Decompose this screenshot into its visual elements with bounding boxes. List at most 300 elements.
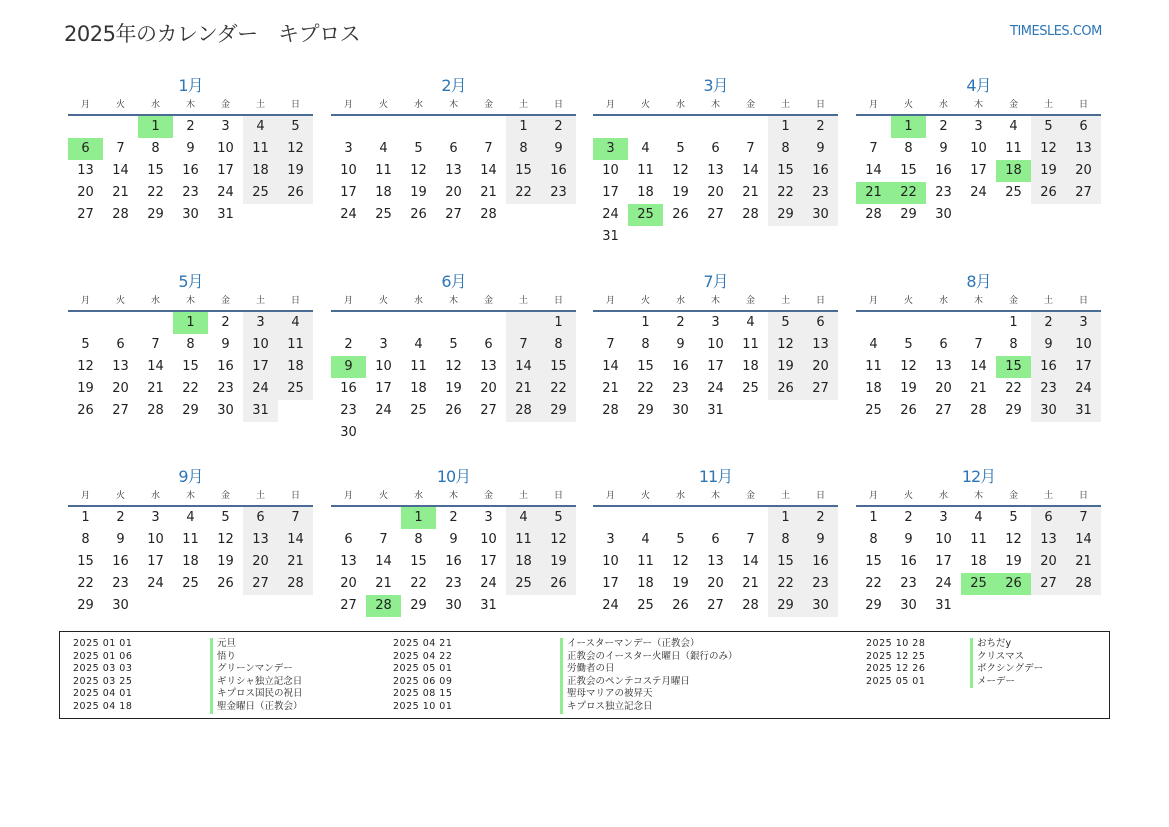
day-cell: 6 <box>1066 116 1101 138</box>
day-cell: 1 <box>641 315 650 330</box>
day-cell: 16 <box>445 554 462 569</box>
day-cell: 4 <box>278 312 313 334</box>
day-cell: 3 <box>939 510 948 525</box>
weekday-label: 木 <box>185 491 195 501</box>
weekday-label: 土 <box>1043 491 1053 501</box>
empty-cell <box>663 116 698 138</box>
day-grid <box>331 312 576 444</box>
empty-cell <box>506 312 541 334</box>
day-cell: 11 <box>182 532 199 547</box>
day-cell: 13 <box>935 359 952 374</box>
weekday-label: 月 <box>868 100 878 110</box>
day-cell: 14 <box>112 163 129 178</box>
holiday-day: 21 <box>856 182 891 204</box>
day-cell: 4 <box>186 510 195 525</box>
day-cell: 12 <box>768 334 803 356</box>
day-cell: 25 <box>506 573 541 595</box>
day-cell: 22 <box>182 381 199 396</box>
day-cell: 9 <box>186 141 195 156</box>
weekday-label: 土 <box>780 296 790 306</box>
day-cell: 11 <box>742 337 759 352</box>
day-cell: 19 <box>278 160 313 182</box>
day-cell: 6 <box>939 337 948 352</box>
day-cell: 29 <box>410 598 427 613</box>
day-cell: 28 <box>506 400 541 422</box>
weekday-label: 土 <box>780 491 790 501</box>
weekday-label: 日 <box>815 296 825 306</box>
day-cell: 31 <box>935 598 952 613</box>
day-cell: 19 <box>672 576 689 591</box>
day-cell: 17 <box>340 185 357 200</box>
day-cell: 11 <box>970 532 987 547</box>
month-6 <box>331 270 576 444</box>
day-cell: 7 <box>869 141 878 156</box>
day-cell: 20 <box>243 551 278 573</box>
empty-cell <box>891 312 926 334</box>
weekday-label: 火 <box>903 100 913 110</box>
holiday-day: 28 <box>366 595 401 617</box>
holiday-day: 6 <box>68 138 103 160</box>
day-cell: 17 <box>970 163 987 178</box>
day-cell: 19 <box>900 381 917 396</box>
day-cell: 28 <box>1066 573 1101 595</box>
empty-cell <box>593 507 628 529</box>
holiday-day: 9 <box>331 356 366 378</box>
day-cell: 7 <box>974 337 983 352</box>
empty-cell <box>593 312 628 334</box>
day-cell: 10 <box>970 141 987 156</box>
day-cell: 4 <box>379 141 388 156</box>
empty-cell <box>103 312 138 334</box>
day-cell: 11 <box>278 334 313 356</box>
holiday-date: 2025 03 25 <box>73 675 133 687</box>
weekday-label: 土 <box>255 100 265 110</box>
empty-cell <box>436 312 471 334</box>
day-cell: 19 <box>541 551 576 573</box>
day-cell: 16 <box>541 160 576 182</box>
day-cell: 22 <box>637 381 654 396</box>
day-cell: 10 <box>147 532 164 547</box>
day-cell: 19 <box>77 381 94 396</box>
day-grid <box>593 507 838 617</box>
weekday-label: 土 <box>255 491 265 501</box>
weekday-label: 月 <box>80 491 90 501</box>
weekday-label: 火 <box>378 100 388 110</box>
weekday-label: 金 <box>483 100 493 110</box>
empty-cell <box>471 116 506 138</box>
day-cell: 23 <box>182 185 199 200</box>
day-cell: 27 <box>77 207 94 222</box>
empty-cell <box>68 312 103 334</box>
day-cell: 16 <box>803 160 838 182</box>
day-cell: 16 <box>340 381 357 396</box>
day-cell: 30 <box>112 598 129 613</box>
day-cell: 5 <box>541 507 576 529</box>
day-cell: 13 <box>707 554 724 569</box>
weekday-label: 火 <box>115 491 125 501</box>
holiday-name: 元旦 <box>210 638 236 651</box>
weekday-label: 木 <box>973 296 983 306</box>
month-name: 10月 <box>436 467 471 486</box>
weekday-label: 土 <box>780 100 790 110</box>
day-cell: 24 <box>217 185 234 200</box>
day-cell: 12 <box>672 163 689 178</box>
day-cell: 12 <box>541 529 576 551</box>
month-name: 11月 <box>698 467 733 486</box>
day-cell: 10 <box>340 163 357 178</box>
day-cell: 23 <box>803 573 838 595</box>
day-cell: 15 <box>77 554 94 569</box>
day-cell: 9 <box>939 141 948 156</box>
weekday-label: 金 <box>1008 100 1018 110</box>
day-cell: 23 <box>340 403 357 418</box>
weekday-header <box>68 98 313 116</box>
weekday-label: 火 <box>640 100 650 110</box>
day-cell: 29 <box>900 207 917 222</box>
empty-cell <box>856 312 891 334</box>
day-cell: 2 <box>676 315 685 330</box>
day-cell: 17 <box>1066 356 1101 378</box>
day-cell: 22 <box>768 573 803 595</box>
day-cell: 5 <box>676 532 685 547</box>
day-cell: 2 <box>116 510 125 525</box>
month-name: 4月 <box>966 76 991 95</box>
day-cell: 12 <box>900 359 917 374</box>
holiday-date: 2025 05 01 <box>866 675 926 687</box>
weekday-label: 日 <box>1078 100 1088 110</box>
weekday-label: 水 <box>938 100 948 110</box>
weekday-label: 金 <box>1008 296 1018 306</box>
day-cell: 4 <box>746 315 755 330</box>
day-cell: 21 <box>147 381 164 396</box>
month-5 <box>68 270 313 422</box>
day-cell: 20 <box>112 381 129 396</box>
holiday-day: 22 <box>891 182 926 204</box>
holiday-date: 2025 12 25 <box>866 650 926 662</box>
day-cell: 5 <box>278 116 313 138</box>
day-cell: 2 <box>186 119 195 134</box>
day-cell: 23 <box>672 381 689 396</box>
weekday-label: 土 <box>518 491 528 501</box>
weekday-label: 水 <box>675 100 685 110</box>
day-cell: 4 <box>243 116 278 138</box>
weekday-label: 月 <box>605 296 615 306</box>
day-cell: 20 <box>1031 551 1066 573</box>
day-cell: 17 <box>602 185 619 200</box>
day-cell: 7 <box>1066 507 1101 529</box>
day-cell: 2 <box>221 315 230 330</box>
day-cell: 3 <box>606 532 615 547</box>
day-cell: 3 <box>344 141 353 156</box>
day-cell: 12 <box>1031 138 1066 160</box>
day-cell: 20 <box>1066 160 1101 182</box>
day-cell: 28 <box>742 598 759 613</box>
weekday-label: 土 <box>1043 296 1053 306</box>
day-cell: 1 <box>506 116 541 138</box>
day-cell: 4 <box>1009 119 1018 134</box>
day-cell: 3 <box>711 315 720 330</box>
weekday-label: 火 <box>903 296 913 306</box>
day-cell: 18 <box>375 185 392 200</box>
holiday-date: 2025 10 01 <box>393 701 453 712</box>
day-cell: 1 <box>1009 315 1018 330</box>
holiday-date: 2025 04 22 <box>393 650 453 662</box>
day-cell: 18 <box>278 356 313 378</box>
month-4 <box>856 74 1101 226</box>
month-name: 5月 <box>178 272 203 291</box>
empty-cell <box>628 116 663 138</box>
month-name: 6月 <box>441 272 466 291</box>
day-cell: 13 <box>243 529 278 551</box>
day-cell: 25 <box>1005 185 1022 200</box>
weekday-label: 木 <box>448 100 458 110</box>
day-cell: 3 <box>221 119 230 134</box>
day-grid <box>331 116 576 226</box>
day-cell: 11 <box>1005 141 1022 156</box>
day-cell: 14 <box>147 359 164 374</box>
holiday-day: 25 <box>628 204 663 226</box>
holiday-date: 2025 04 18 <box>73 701 133 712</box>
day-cell: 8 <box>768 529 803 551</box>
day-cell: 16 <box>803 551 838 573</box>
day-cell: 20 <box>77 185 94 200</box>
empty-cell <box>733 116 768 138</box>
day-cell: 19 <box>768 356 803 378</box>
day-cell: 2 <box>344 337 353 352</box>
weekday-header <box>331 294 576 312</box>
day-cell: 27 <box>1066 182 1101 204</box>
holiday-name: キプロス独立記念日 <box>560 701 653 714</box>
day-cell: 16 <box>217 359 234 374</box>
holiday-name: メーデー <box>970 676 1015 689</box>
weekday-label: 日 <box>553 100 563 110</box>
day-cell: 3 <box>1066 312 1101 334</box>
empty-cell <box>698 116 733 138</box>
empty-cell <box>366 116 401 138</box>
brand-link[interactable]: TIMESLES.COM <box>1010 24 1102 39</box>
holiday-name: 聖母マリアの被昇天 <box>560 688 653 701</box>
weekday-label: 水 <box>413 491 423 501</box>
holiday-day: 1 <box>173 312 208 334</box>
day-grid <box>856 507 1101 617</box>
day-cell: 12 <box>1005 532 1022 547</box>
day-cell: 29 <box>637 403 654 418</box>
day-cell: 6 <box>344 532 353 547</box>
day-cell: 17 <box>375 381 392 396</box>
day-cell: 30 <box>803 204 838 226</box>
holiday-date: 2025 10 28 <box>866 638 926 649</box>
day-cell: 22 <box>768 182 803 204</box>
day-cell: 24 <box>602 598 619 613</box>
weekday-label: 日 <box>553 491 563 501</box>
day-cell: 20 <box>803 356 838 378</box>
weekday-label: 月 <box>605 100 615 110</box>
day-cell: 26 <box>768 378 803 400</box>
day-cell: 17 <box>935 554 952 569</box>
day-cell: 13 <box>112 359 129 374</box>
day-cell: 21 <box>375 576 392 591</box>
day-cell: 8 <box>541 334 576 356</box>
weekday-label: 火 <box>640 491 650 501</box>
day-cell: 8 <box>81 532 90 547</box>
weekday-label: 月 <box>343 491 353 501</box>
day-cell: 18 <box>506 551 541 573</box>
holiday-day: 1 <box>891 116 926 138</box>
day-cell: 12 <box>217 532 234 547</box>
day-cell: 6 <box>711 141 720 156</box>
day-cell: 5 <box>414 141 423 156</box>
day-cell: 27 <box>803 378 838 400</box>
holiday-name: 聖金曜日（正教会） <box>210 701 303 714</box>
day-grid <box>593 116 838 248</box>
weekday-label: 日 <box>553 296 563 306</box>
day-cell: 19 <box>445 381 462 396</box>
day-cell: 30 <box>672 403 689 418</box>
day-cell: 5 <box>904 337 913 352</box>
weekday-header <box>856 98 1101 116</box>
day-cell: 26 <box>900 403 917 418</box>
empty-cell <box>698 507 733 529</box>
day-cell: 24 <box>243 378 278 400</box>
day-cell: 9 <box>803 138 838 160</box>
day-cell: 21 <box>602 381 619 396</box>
empty-cell <box>138 312 173 334</box>
empty-cell <box>331 116 366 138</box>
weekday-label: 金 <box>483 296 493 306</box>
day-cell: 31 <box>707 403 724 418</box>
day-cell: 5 <box>768 312 803 334</box>
day-cell: 3 <box>974 119 983 134</box>
day-cell: 9 <box>904 532 913 547</box>
day-cell: 19 <box>1031 160 1066 182</box>
day-cell: 15 <box>182 359 199 374</box>
weekday-label: 土 <box>518 296 528 306</box>
day-cell: 5 <box>676 141 685 156</box>
day-cell: 9 <box>541 138 576 160</box>
day-cell: 18 <box>637 576 654 591</box>
month-name: 12月 <box>961 467 996 486</box>
day-cell: 9 <box>676 337 685 352</box>
day-cell: 26 <box>672 207 689 222</box>
weekday-label: 金 <box>745 100 755 110</box>
day-cell: 30 <box>900 598 917 613</box>
day-cell: 14 <box>970 359 987 374</box>
day-cell: 13 <box>340 554 357 569</box>
month-name: 1月 <box>178 76 203 95</box>
day-cell: 15 <box>541 356 576 378</box>
empty-cell <box>593 116 628 138</box>
weekday-label: 月 <box>80 100 90 110</box>
day-cell: 15 <box>147 163 164 178</box>
day-cell: 21 <box>112 185 129 200</box>
holiday-date: 2025 12 26 <box>866 663 926 675</box>
day-cell: 14 <box>742 163 759 178</box>
day-cell: 3 <box>243 312 278 334</box>
day-cell: 31 <box>217 207 234 222</box>
day-cell: 2 <box>449 510 458 525</box>
day-cell: 25 <box>375 207 392 222</box>
day-cell: 18 <box>865 381 882 396</box>
day-cell: 2 <box>541 116 576 138</box>
holiday-date: 2025 03 03 <box>73 663 133 675</box>
month-8 <box>856 270 1101 422</box>
day-cell: 28 <box>970 403 987 418</box>
month-name: 2月 <box>441 76 466 95</box>
day-cell: 25 <box>182 576 199 591</box>
day-cell: 28 <box>602 403 619 418</box>
day-cell: 9 <box>1031 334 1066 356</box>
holiday-name: イースターマンデー（正教会） <box>560 638 700 651</box>
weekday-label: 月 <box>343 100 353 110</box>
day-cell: 1 <box>768 116 803 138</box>
day-cell: 28 <box>112 207 129 222</box>
day-cell: 23 <box>541 182 576 204</box>
day-cell: 30 <box>340 425 357 440</box>
day-cell: 23 <box>1031 378 1066 400</box>
holiday-name: 労働者の日 <box>560 663 615 676</box>
empty-cell <box>68 116 103 138</box>
weekday-label: 木 <box>710 100 720 110</box>
day-cell: 22 <box>77 576 94 591</box>
day-cell: 13 <box>1066 138 1101 160</box>
day-cell: 7 <box>746 532 755 547</box>
empty-cell <box>366 312 401 334</box>
weekday-label: 水 <box>675 491 685 501</box>
weekday-label: 木 <box>448 491 458 501</box>
day-cell: 29 <box>768 204 803 226</box>
weekday-label: 火 <box>640 296 650 306</box>
day-cell: 22 <box>865 576 882 591</box>
day-cell: 4 <box>641 141 650 156</box>
holiday-date: 2025 01 06 <box>73 650 133 662</box>
day-cell: 25 <box>410 403 427 418</box>
month-9 <box>68 465 313 617</box>
weekday-label: 月 <box>868 296 878 306</box>
weekday-label: 水 <box>938 491 948 501</box>
month-12 <box>856 465 1101 617</box>
day-cell: 12 <box>278 138 313 160</box>
day-cell: 21 <box>480 185 497 200</box>
day-cell: 22 <box>1005 381 1022 396</box>
day-cell: 21 <box>506 378 541 400</box>
holiday-name: おちだy <box>970 638 1011 651</box>
day-cell: 10 <box>935 532 952 547</box>
holiday-day: 25 <box>961 573 996 595</box>
day-cell: 13 <box>803 334 838 356</box>
day-cell: 8 <box>186 337 195 352</box>
day-cell: 29 <box>541 400 576 422</box>
weekday-header <box>593 294 838 312</box>
holiday-day: 18 <box>996 160 1031 182</box>
day-cell: 31 <box>1066 400 1101 422</box>
day-cell: 24 <box>375 403 392 418</box>
day-cell: 26 <box>77 403 94 418</box>
day-cell: 26 <box>672 598 689 613</box>
day-cell: 23 <box>445 576 462 591</box>
day-cell: 8 <box>1009 337 1018 352</box>
day-cell: 27 <box>340 598 357 613</box>
day-cell: 14 <box>278 529 313 551</box>
weekday-label: 土 <box>518 100 528 110</box>
holiday-day: 15 <box>996 356 1031 378</box>
weekday-label: 日 <box>290 491 300 501</box>
day-cell: 25 <box>243 182 278 204</box>
day-cell: 28 <box>480 207 497 222</box>
day-cell: 5 <box>1009 510 1018 525</box>
day-cell: 30 <box>935 207 952 222</box>
weekday-label: 月 <box>605 491 615 501</box>
day-cell: 25 <box>742 381 759 396</box>
